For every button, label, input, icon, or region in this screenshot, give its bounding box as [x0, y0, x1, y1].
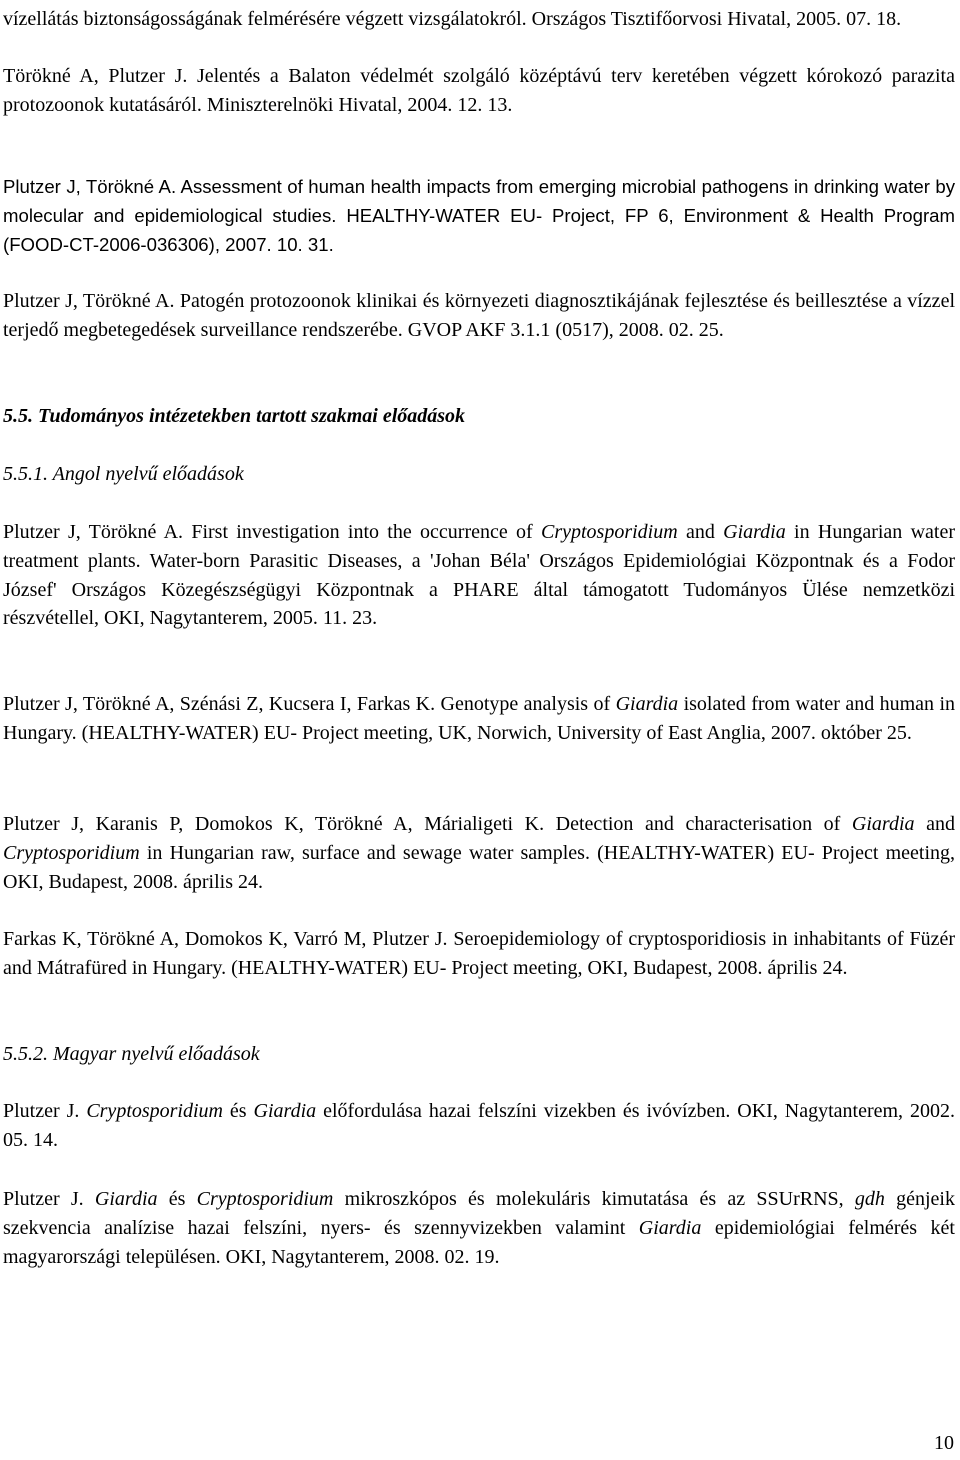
text-run: Törökné A, Plutzer J. Jelentés a Balaton védelmét szolgáló középtávú terv keretében végzett kórokozó parazita protozoonok kutatásáról. Miniszterelnöki Hivatal, 2004. 12. 13.	[3, 65, 955, 116]
text-run: Plutzer J, Karanis P, Domokos K, Törökné A, Márialigeti K. Detection and characterisation of	[3, 813, 852, 835]
subsection-heading	[3, 460, 955, 489]
reference-entry	[3, 1097, 955, 1155]
text-run: és	[157, 1188, 197, 1210]
text-run: isolated from water and human in Hungary. (HEALTHY-WATER) EU- Project meeting, UK, Norwich, University of East Anglia, 2007. október 25.	[3, 693, 956, 744]
italic-text: Cryptosporidium	[86, 1100, 223, 1122]
text-run: vízellátás biztonságosságának felmérésére végzett vizsgálatokról. Országos Tisztifőorvosi Hivatal, 2005. 07. 18.	[3, 8, 902, 30]
reference-entry	[3, 810, 955, 896]
subsection-heading	[3, 1040, 955, 1069]
text-run: epidemiológiai felmérés két magyarországi településen. OKI, Nagytanterem, 2008. 02. 19.	[3, 1216, 955, 1268]
italic-text: Cryptosporidium	[3, 841, 140, 864]
italic-text: Cryptosporidium	[540, 521, 678, 543]
reference-entry	[3, 690, 955, 748]
italic-text: Giardia	[94, 1188, 158, 1210]
italic-text: 5.5.1. Angol nyelvű előadások	[3, 463, 244, 485]
reference-entry	[3, 287, 955, 345]
text-run: és	[223, 1100, 254, 1122]
reference-entry	[3, 1185, 955, 1271]
reference-entry	[3, 62, 955, 120]
reference-entry	[3, 925, 955, 983]
text-run: and	[914, 813, 955, 835]
italic-text: Giardia	[723, 521, 786, 543]
italic-text: Giardia	[851, 813, 915, 835]
text-run: Plutzer J, Törökné A. Assessment of human health impacts from emerging microbial pathogens in drinking water by molecular and epidemiological studies. HEALTHY-WATER EU- Project, FP 6, Environment & Health Program (FOOD-CT-2006-036306), 2007. 10. 31.	[3, 176, 955, 255]
page-number: 10	[934, 1432, 954, 1454]
text-run: előfordulása hazai felszíni vizekben és ivóvízben. OKI, Nagytanterem, 2002. 05. 14.	[3, 1100, 955, 1151]
reference-entry	[3, 5, 955, 34]
text-run: in Hungarian water treatment plants. Water-born Parasitic Diseases, a 'Johan Béla' Országos Epidemiológiai Központnak és a Fodor József' Országos Közegészségügyi Központnak a PHARE által támogatott Tudományos Ülése nemzetközi részvétellel, OKI, Nagytanterem, 2005. 11. 23.	[3, 521, 956, 630]
text-run: Plutzer J.	[3, 1100, 87, 1122]
italic-text: gdh	[854, 1188, 885, 1210]
italic-text: Giardia	[638, 1216, 702, 1239]
text-run: Plutzer J.	[3, 1188, 95, 1210]
text-run: in Hungarian raw, surface and sewage water samples. (HEALTHY-WATER) EU- Project meeting, OKI, Budapest, 2008. április 24.	[3, 841, 955, 893]
text-run: mikroszkópos és molekuláris kimutatása és az SSUrRNS,	[333, 1188, 855, 1210]
text-run: Plutzer J, Törökné A. First investigation into the occurrence of	[3, 521, 541, 543]
text-run: Plutzer J, Törökné A. Patogén protozoonok klinikai és környezeti diagnosztikájának fejlesztése és beillesztése a vízzel terjedő megbetegedések surveillance rendszerébe. GVOP AKF 3.1.1 (0517), 2008. 02. 25.	[3, 290, 955, 341]
italic-text: 5.5. Tudományos intézetekben tartott szakmai előadások	[3, 405, 466, 427]
italic-text: Giardia	[615, 693, 679, 715]
reference-entry	[3, 173, 955, 259]
text-run: génjeik szekvencia analízise hazai felszíni, nyers- és szennyvizekben valamint	[3, 1188, 955, 1239]
italic-text: 5.5.2. Magyar nyelvű előadások	[3, 1043, 260, 1065]
section-heading	[3, 402, 955, 431]
text-run: and	[677, 521, 724, 543]
text-run: Farkas K, Törökné A, Domokos K, Varró M, Plutzer J. Seroepidemiology of cryptosporidiosis in inhabitants of Füzér and Mátrafüred in Hungary. (HEALTHY-WATER) EU- Project meeting, OKI, Budapest, 2008. április 24.	[3, 928, 955, 979]
italic-text: Cryptosporidium	[196, 1188, 334, 1210]
text-run: Plutzer J, Törökné A, Szénási Z, Kucsera I, Farkas K. Genotype analysis of	[3, 693, 616, 715]
italic-text: Giardia	[253, 1100, 317, 1122]
reference-entry	[3, 518, 955, 633]
